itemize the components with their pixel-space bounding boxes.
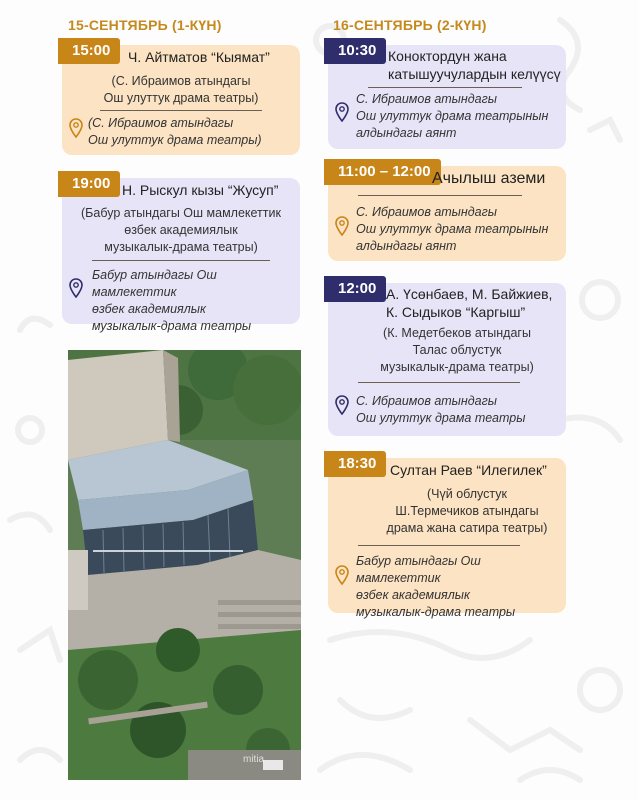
event-title: Ч. Айтматов “Кыямат” xyxy=(128,49,270,65)
event-location: (С. Ибраимов атындагы Ош улуттук драма театры) xyxy=(88,116,262,147)
event-card-19-00 xyxy=(62,175,300,333)
event-time: 11:00 – 12:00 xyxy=(324,159,441,185)
event-location: С. Ибраимов атындагы Ош улуттук драма театрынын алдындагы аянт xyxy=(356,205,549,253)
location-pin-icon xyxy=(69,118,83,138)
divider xyxy=(100,110,262,111)
event-card-12-00 xyxy=(328,280,566,436)
location-pin-icon xyxy=(69,278,83,298)
location-pin-icon xyxy=(335,216,349,236)
event-title: А. Үсөнбаев, М. Байжиев, К. Сыдыков “Каргыш” xyxy=(386,286,553,320)
event-venue: (С. Ибраимов атындагы Ош улуттук драма театры) xyxy=(103,74,259,105)
location-pin-icon xyxy=(335,102,349,122)
divider xyxy=(368,87,522,88)
event-location: Бабур атындагы Ош мамлекеттик өзбек академиялык музыкалык-драма театры xyxy=(356,554,516,619)
day1-title: 15-СЕНТЯБРЬ (1-КҮН) xyxy=(68,17,222,33)
event-card-10-30 xyxy=(328,42,566,149)
event-title: Коноктордун жана катышуучулардын келүүсү xyxy=(388,48,561,82)
theatre-photo xyxy=(68,350,301,780)
divider xyxy=(92,260,270,261)
event-time: 10:30 xyxy=(324,38,386,64)
event-location: С. Ибраимов атындагы Ош улуттук драма театрынын алдындагы аянт xyxy=(356,92,549,140)
event-title: Н. Рыскул кызы “Жусуп” xyxy=(122,182,279,198)
event-card-15-00 xyxy=(62,42,300,155)
location-pin-icon xyxy=(335,395,349,415)
event-time: 12:00 xyxy=(324,276,386,302)
event-venue: (К. Медетбеков атындагы Талас облустук музыкалык-драма театры) xyxy=(380,326,534,374)
event-title: Ачылыш аземи xyxy=(432,170,546,187)
location-pin-icon xyxy=(335,565,349,585)
event-venue: (Чүй облустук Ш.Термечиков атындагы драма жана сатира театры) xyxy=(386,487,548,535)
event-time: 18:30 xyxy=(324,451,386,477)
event-card-18-30 xyxy=(328,455,566,619)
event-title: Султан Раев “Илегилек” xyxy=(390,462,547,478)
event-time: 19:00 xyxy=(58,171,120,197)
event-venue: (Бабур атындагы Ош мамлекеттик өзбек академиялык музыкалык-драма театры) xyxy=(81,206,281,254)
day2-title: 16-СЕНТЯБРЬ (2-КҮН) xyxy=(333,17,487,33)
event-card-opening xyxy=(328,163,566,261)
divider xyxy=(358,545,520,546)
event-location: С. Ибраимов атындагы Ош улуттук драма театры xyxy=(356,394,526,425)
event-location: Бабур атындагы Ош мамлекеттик өзбек академиялык музыкалык-драма театры xyxy=(92,268,252,333)
divider xyxy=(358,195,522,196)
event-time: 15:00 xyxy=(58,38,120,64)
divider xyxy=(358,382,520,383)
photo-watermark: mitia xyxy=(243,754,265,765)
